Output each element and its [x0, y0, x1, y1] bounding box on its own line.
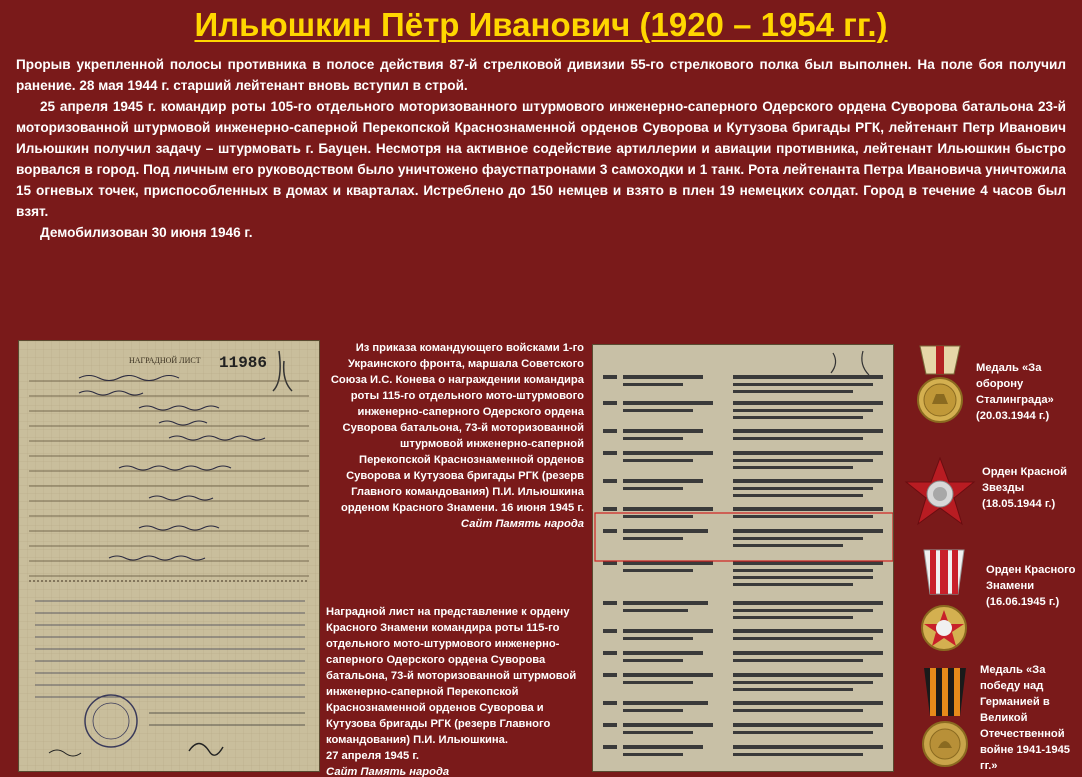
victory-medal-label: Медаль «За победу над Германией в Великой Отечественной войне 1941-1945 гг.»	[980, 664, 1071, 772]
biography-text	[16, 54, 1066, 243]
sheet-number: 11986	[219, 354, 268, 372]
bio-paragraph-1: Прорыв укрепленной полосы противника в полосе действия 87-й стрелковой дивизии 55-го стрелкового полка был выполнен. На поле боя получил ранение. 28 мая 1944 г. старший лейтенант вновь вступил в строй.	[16, 57, 1066, 93]
sheet-caption-date: 27 апреля 1945 г.	[326, 750, 419, 762]
sheet-caption-source: Сайт Память народа	[326, 766, 450, 777]
order-caption-text: Из приказа командующего войсками 1-го Украинского фронта, маршала Советского Союза И.С. Конева о награждении командира роты 115-го отдельного мото-штурмового инженерно-саперного Одерского ордена Суворова батальона, 73-й моторизованной штурмовой инженерно-саперной Перекопской Краснознаменной орденов Суворова и Кутузова бригады РГК (резерв Главного командования) П.И. Ильюшкина орденом Красного Знамени. 16 июня 1945 г.	[330, 342, 584, 514]
order-caption	[330, 340, 584, 532]
red-star-order-label: Орден Красной Звезды (18.05.1944 г.)	[982, 466, 1068, 510]
victory-medal-icon	[920, 666, 970, 772]
award-sheet-scan	[18, 340, 320, 772]
red-banner-order-label: Орден Красного Знамени (16.06.1945 г.)	[986, 564, 1076, 608]
sheet-header: НАГРАДНОЙ ЛИСТ	[129, 356, 201, 365]
stalingrad-medal-label: Медаль «За оборону Сталинграда» (20.03.1944 г.)	[976, 362, 1054, 422]
bio-paragraph-2: 25 апреля 1945 г. командир роты 105-го отдельного моторизованного штурмового инженерно-саперного Одерского ордена Суворова батальона 23-й моторизованной штурмовой инженерно-саперной Перекопской Краснознаменной орденов Суворова и Кутузова бригады РГК, лейтенант Петр Иванович Ильюшкин получил задачу – штурмовать г. Бауцен. Несмотря на активное содействие артиллерии и авиации противника, лейтенант Ильюшкин быстро ворвался в город. Под личным его руководством было уничтожено фаустпатронами 3 самоходки и 1 танк. Рота лейтенанта Петра Ивановича уничтожила 15 огневых точек, приспособленных в домах и кварталах. Истреблено до 150 немцев и взято в плен 19 немецких солдат. Город в течение 4 часов был взят.	[16, 99, 1066, 219]
red-star-order-icon	[904, 456, 976, 528]
bio-paragraph-3: Демобилизован 30 июня 1946 г.	[40, 225, 253, 240]
red-banner-order-icon	[918, 548, 970, 658]
sheet-caption	[326, 604, 588, 777]
sheet-caption-text: Наградной лист на представление к ордену Красного Знамени командира роты 115-го отдельного мото-штурмового инженерно-саперного Одерского ордена Суворова батальона, 73-й моторизованной штурмовой инженерно-саперной Перекопской Краснознаменной орденов Суворова и Кутузова бригады РГК (резерв Главного командования) П.И. Ильюшкина.	[326, 606, 577, 746]
stalingrad-medal-icon	[914, 344, 966, 426]
order-caption-source: Сайт Память народа	[460, 518, 584, 530]
page-title: Ильюшкин Пётр Иванович (1920 – 1954 гг.)	[194, 6, 888, 43]
order-list-scan	[592, 344, 894, 772]
